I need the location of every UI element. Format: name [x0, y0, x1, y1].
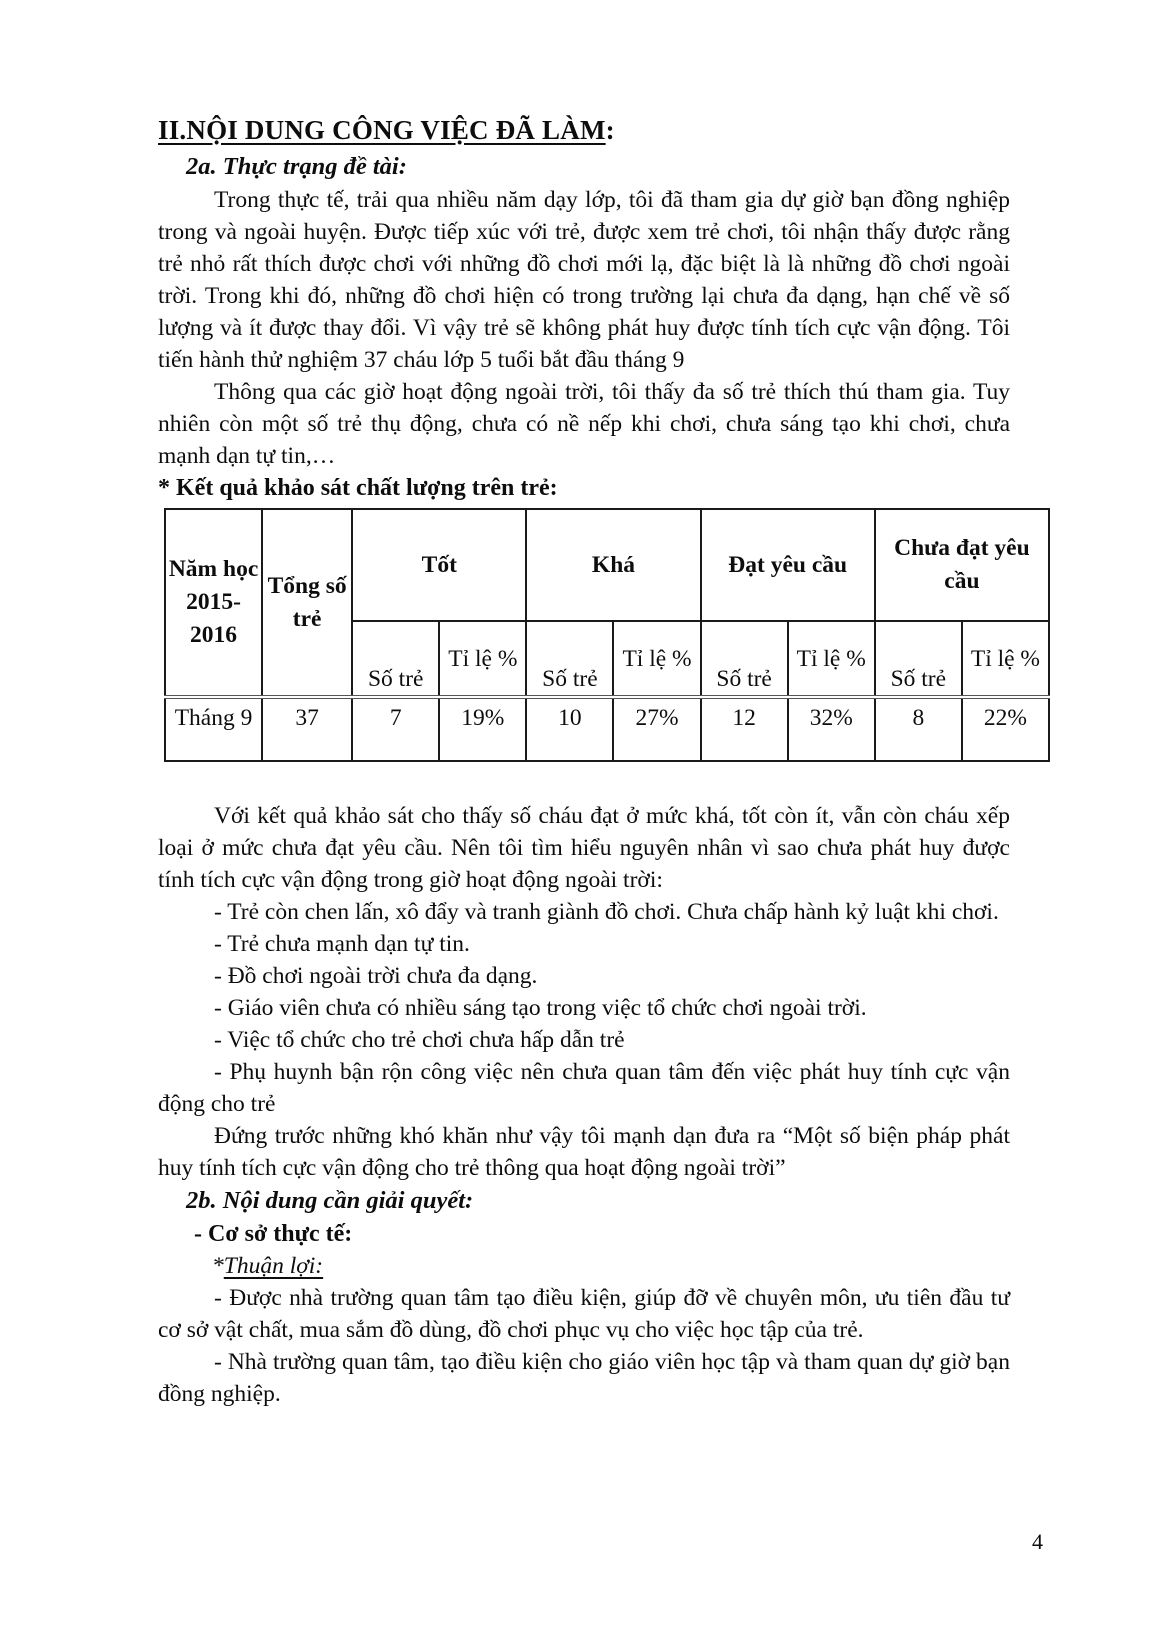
advantages-heading	[158, 1250, 1010, 1282]
cause-item: - Đồ chơi ngoài trời chưa đa dạng.	[214, 963, 538, 989]
cause-item: - Trẻ chưa mạnh dạn tự tin.	[214, 931, 470, 957]
intro-paragraph-1: Trong thực tế, trải qua nhiều năm dạy lớp, tôi đã tham gia dự giờ bạn đồng nghiệp trong và ngoài huyện. Được tiếp xúc với trẻ, được xem trẻ chơi, tôi nhận thấy được rằng trẻ nhỏ rất thích được chơi với những đồ chơi mới lạ, đặc biệt là là những đồ chơi ngoài trời. Trong khi đó, những đồ chơi hiện có trong trường lại chưa đa dạng, hạn chế về số lượng và ít được thay đổi. Vì vậy trẻ sẽ không phát huy được tính tích cực vận động. Tôi tiến hành thử nghiệm 37 cháu lớp 5 tuổi bắt đầu tháng 9	[158, 187, 1010, 373]
survey-results-heading: * Kết quả khảo sát chất lượng trên trẻ:	[158, 475, 558, 501]
subsection-2b-heading: 2b. Nội dung cần giải quyết:	[186, 1187, 474, 1214]
period-cell: Tháng 9	[165, 697, 262, 761]
subheader-count-cell: Số trẻ	[352, 621, 439, 697]
data-cell: 32%	[788, 697, 875, 761]
table-header-row	[165, 509, 1049, 621]
cause-item: - Trẻ còn chen lấn, xô đẩy và tranh giành đồ chơi. Chưa chấp hành kỷ luật khi chơi.	[214, 899, 999, 925]
data-cell: 10	[526, 697, 613, 761]
group-header-pass: Đạt yêu cầu	[701, 509, 875, 621]
advantage-paragraph-2: - Nhà trường quan tâm, tạo điều kiện cho giáo viên học tập và tham quan dự giờ bạn đồng nghiệp.	[158, 1349, 1010, 1407]
cause-item: - Phụ huynh bận rộn công việc nên chưa quan tâm đến việc phát huy tính cực vận động cho trẻ	[158, 1059, 1010, 1117]
intro-paragraph-2: Thông qua các giờ hoạt động ngoài trời, tôi thấy đa số trẻ thích thú tham gia. Tuy nhiên còn một số trẻ thụ động, chưa có nề nếp khi chơi, chưa sáng tạo khi chơi, chưa mạnh dạn tự tin,…	[158, 379, 1010, 469]
subheader-percent-cell: Tỉ lệ %	[439, 621, 526, 697]
advantages-star: *	[212, 1253, 224, 1279]
data-cell: 19%	[439, 697, 526, 761]
total-cell: 37	[262, 697, 352, 761]
conclusion-paragraph: Đứng trước những khó khăn như vậy tôi mạnh dạn đưa ra “Một số biện pháp phát huy tính tích cực vận động cho trẻ thông qua hoạt động ngoài trời”	[158, 1123, 1010, 1181]
document-content	[158, 112, 1041, 1410]
subheader-percent-cell: Tỉ lệ %	[962, 621, 1049, 697]
data-cell: 27%	[613, 697, 700, 761]
section-title-colon: :	[605, 115, 615, 145]
group-header-good: Tốt	[352, 509, 526, 621]
group-header-fair: Khá	[526, 509, 700, 621]
page-number: 4	[1032, 1529, 1043, 1554]
results-paragraph: Với kết quả khảo sát cho thấy số cháu đạt ở mức khá, tốt còn ít, vẫn còn cháu xếp loại ở mức chưa đạt yêu cầu. Nên tôi tìm hiểu nguyên nhân vì sao chưa phát huy được tính tích cực vận động trong giờ hoạt động ngoài trời:	[158, 803, 1010, 893]
subheader-percent-cell: Tỉ lệ %	[788, 621, 875, 697]
section-title	[158, 112, 1010, 148]
subheader-count-cell: Số trẻ	[875, 621, 962, 697]
total-header-cell: Tổng số trẻ	[262, 509, 352, 697]
data-cell: 22%	[962, 697, 1049, 761]
section-title-underlined-text: II.NỘI DUNG CÔNG VIỆC ĐÃ LÀM	[158, 115, 606, 145]
cause-item: - Việc tổ chức cho trẻ chơi chưa hấp dẫn trẻ	[214, 1027, 625, 1053]
subheader-percent-cell: Tỉ lệ %	[613, 621, 700, 697]
advantages-underlined-text: Thuận lợi:	[223, 1253, 324, 1279]
table-data-row	[165, 697, 1049, 761]
subsection-2a-heading: 2a. Thực trạng đề tài:	[186, 153, 407, 180]
data-cell: 8	[875, 697, 962, 761]
advantage-paragraph-1: - Được nhà trường quan tâm tạo điều kiện, giúp đỡ về chuyên môn, ưu tiên đầu tư cơ sở vật chất, mua sắm đồ dùng, đồ chơi phục vụ cho việc học tập của trẻ.	[158, 1285, 1010, 1343]
survey-table	[164, 508, 1050, 762]
cause-item: - Giáo viên chưa có nhiều sáng tạo trong việc tổ chức chơi ngoài trời.	[214, 995, 867, 1021]
data-cell: 7	[352, 697, 439, 761]
data-cell: 12	[701, 697, 788, 761]
basis-heading: - Cơ sở thực tế:	[194, 1221, 353, 1247]
subheader-count-cell: Số trẻ	[526, 621, 613, 697]
subheader-count-cell: Số trẻ	[701, 621, 788, 697]
group-header-fail: Chưa đạt yêu cầu	[875, 509, 1049, 621]
year-header-cell: Năm học 2015-2016	[165, 509, 262, 697]
